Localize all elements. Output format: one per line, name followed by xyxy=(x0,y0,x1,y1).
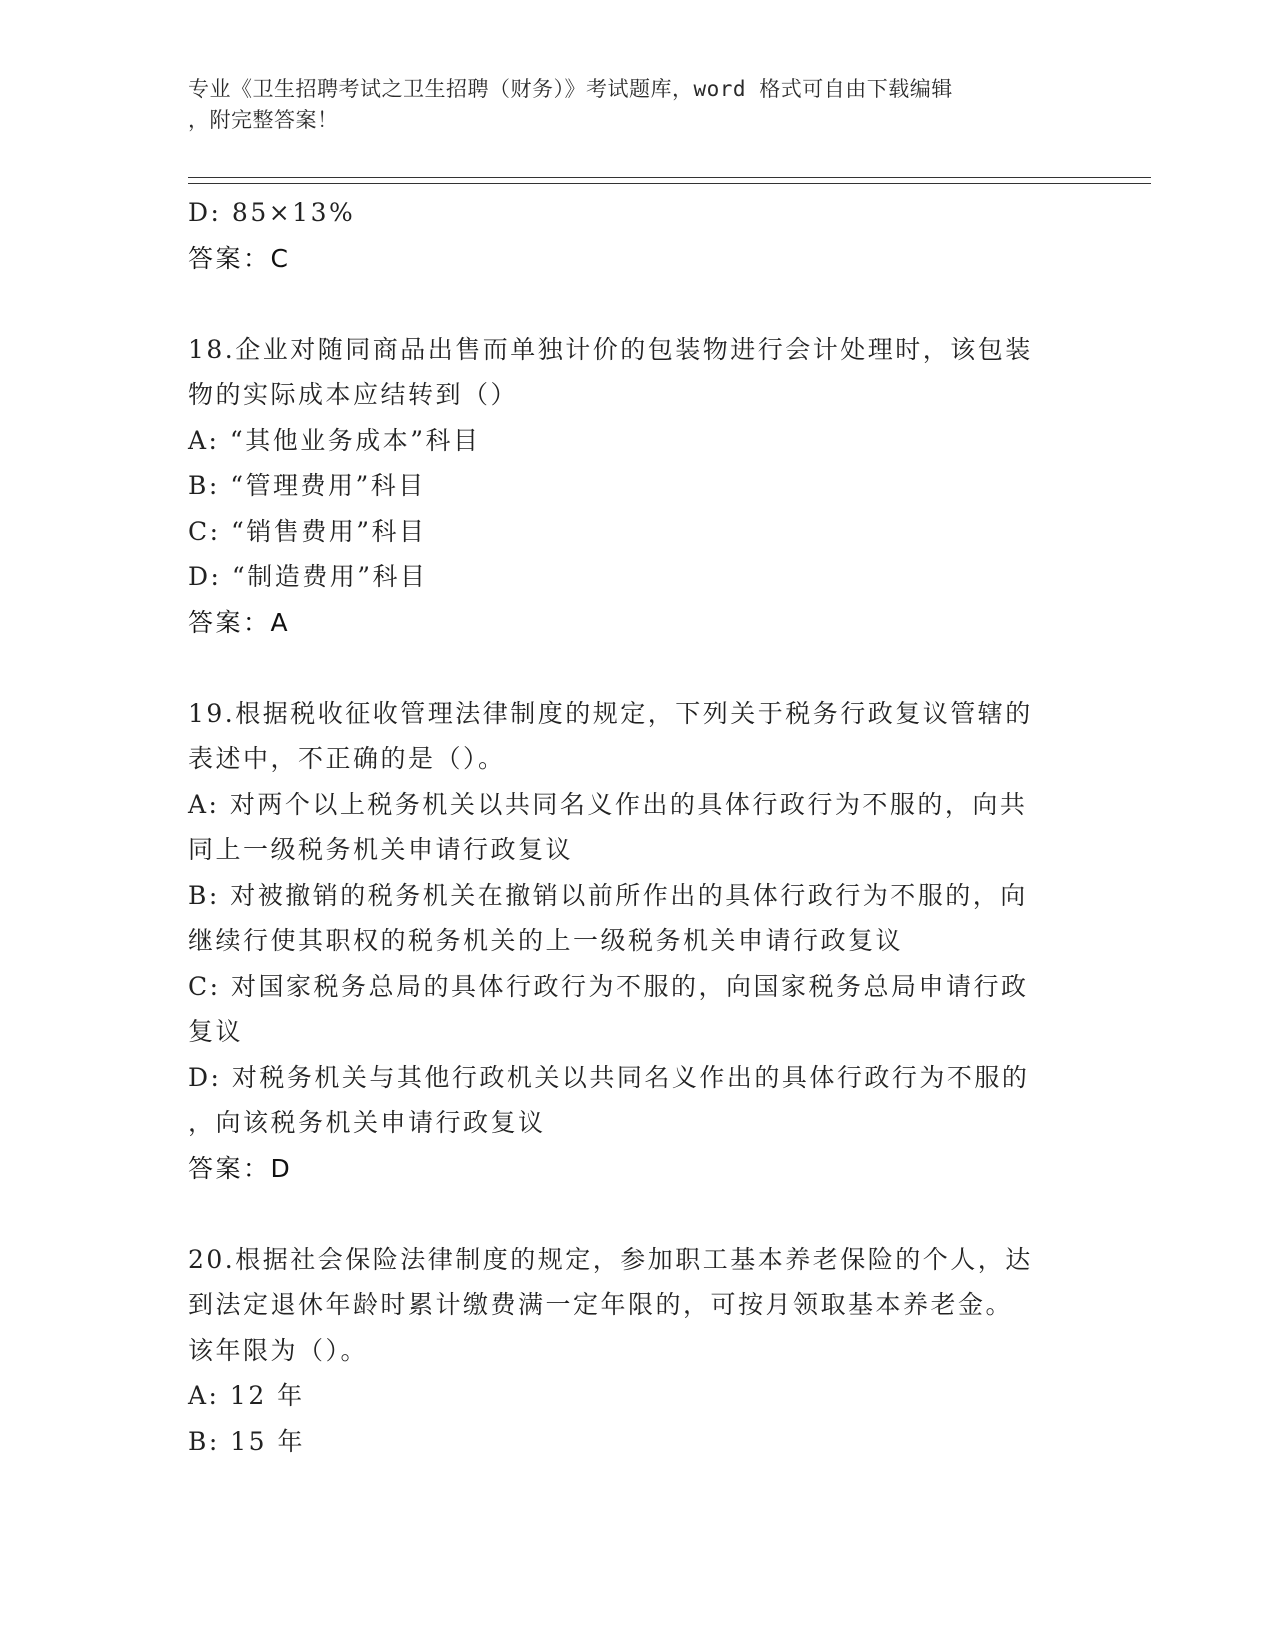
spacer xyxy=(188,281,1068,327)
q18-option-b: B: “管理费用”科目 xyxy=(188,471,426,500)
q19-option-d-line-2: ，向该税务机关申请行政复议 xyxy=(188,1108,546,1137)
q19-option-a-line-1: A: 对两个以上税务机关以共同名义作出的具体行政行为不服的，向共 xyxy=(188,789,1028,819)
q18-stem-line-1: 18.企业对随同商品出售而单独计价的包装物进行会计处理时，该包装 xyxy=(188,334,1033,364)
q18-stem-line-2: 物的实际成本应结转到（） xyxy=(188,380,519,409)
q19-option-c-line-1: C: 对国家税务总局的具体行政行为不服的，向国家税务总局申请行政 xyxy=(188,971,1029,1001)
q20-stem-line-1: 20.根据社会保险法律制度的规定，参加职工基本养老保险的个人，达 xyxy=(188,1244,1033,1274)
page-header xyxy=(188,74,1068,136)
question-content xyxy=(188,190,1068,1464)
q20-stem-line-3: 该年限为（）。 xyxy=(188,1335,369,1365)
q19-option-c-line-2: 复议 xyxy=(188,1017,244,1046)
q20-stem-line-2: 到法定退休年龄时累计缴费满一定年限的，可按月领取基本养老金。 xyxy=(188,1290,1014,1319)
header-rule-bottom xyxy=(188,183,1151,184)
q19-stem-line-1: 19.根据税收征收管理法律制度的规定，下列关于税务行政复议管辖的 xyxy=(188,698,1033,728)
q18-option-a: A: “其他业务成本”科目 xyxy=(188,425,481,455)
header-line-1: 专业《卫生招聘考试之卫生招聘（财务）》考试题库，word 格式可自由下载编辑 xyxy=(188,77,953,101)
q19-option-d-line-1: D: 对税务机关与其他行政机关以共同名义作出的具体行政行为不服的 xyxy=(188,1062,1030,1092)
spacer xyxy=(188,645,1068,691)
q18-answer: 答案：A xyxy=(188,607,291,637)
header-line-2: ，附完整答案！ xyxy=(188,108,339,132)
q20-option-a: A: 12 年 xyxy=(188,1381,305,1410)
q19-option-a-line-2: 同上一级税务机关申请行政复议 xyxy=(188,835,574,864)
q17-option-d: D: 85×13% xyxy=(188,198,356,227)
q19-stem-line-2: 表述中，不正确的是（）。 xyxy=(188,744,506,773)
q19-option-b-line-1: B: 对被撤销的税务机关在撤销以前所作出的具体行政行为不服的，向 xyxy=(188,880,1028,910)
q18-option-c: C: “销售费用”科目 xyxy=(188,516,427,546)
q20-option-b: B: 15 年 xyxy=(188,1426,305,1456)
q19-option-b-line-2: 继续行使其职权的税务机关的上一级税务机关申请行政复议 xyxy=(188,926,904,955)
spacer xyxy=(188,1191,1068,1237)
q17-answer: 答案：C xyxy=(188,243,291,273)
header-rule-top xyxy=(188,177,1151,178)
q19-answer: 答案：D xyxy=(188,1153,293,1183)
q18-option-d: D: “制造费用”科目 xyxy=(188,562,428,591)
